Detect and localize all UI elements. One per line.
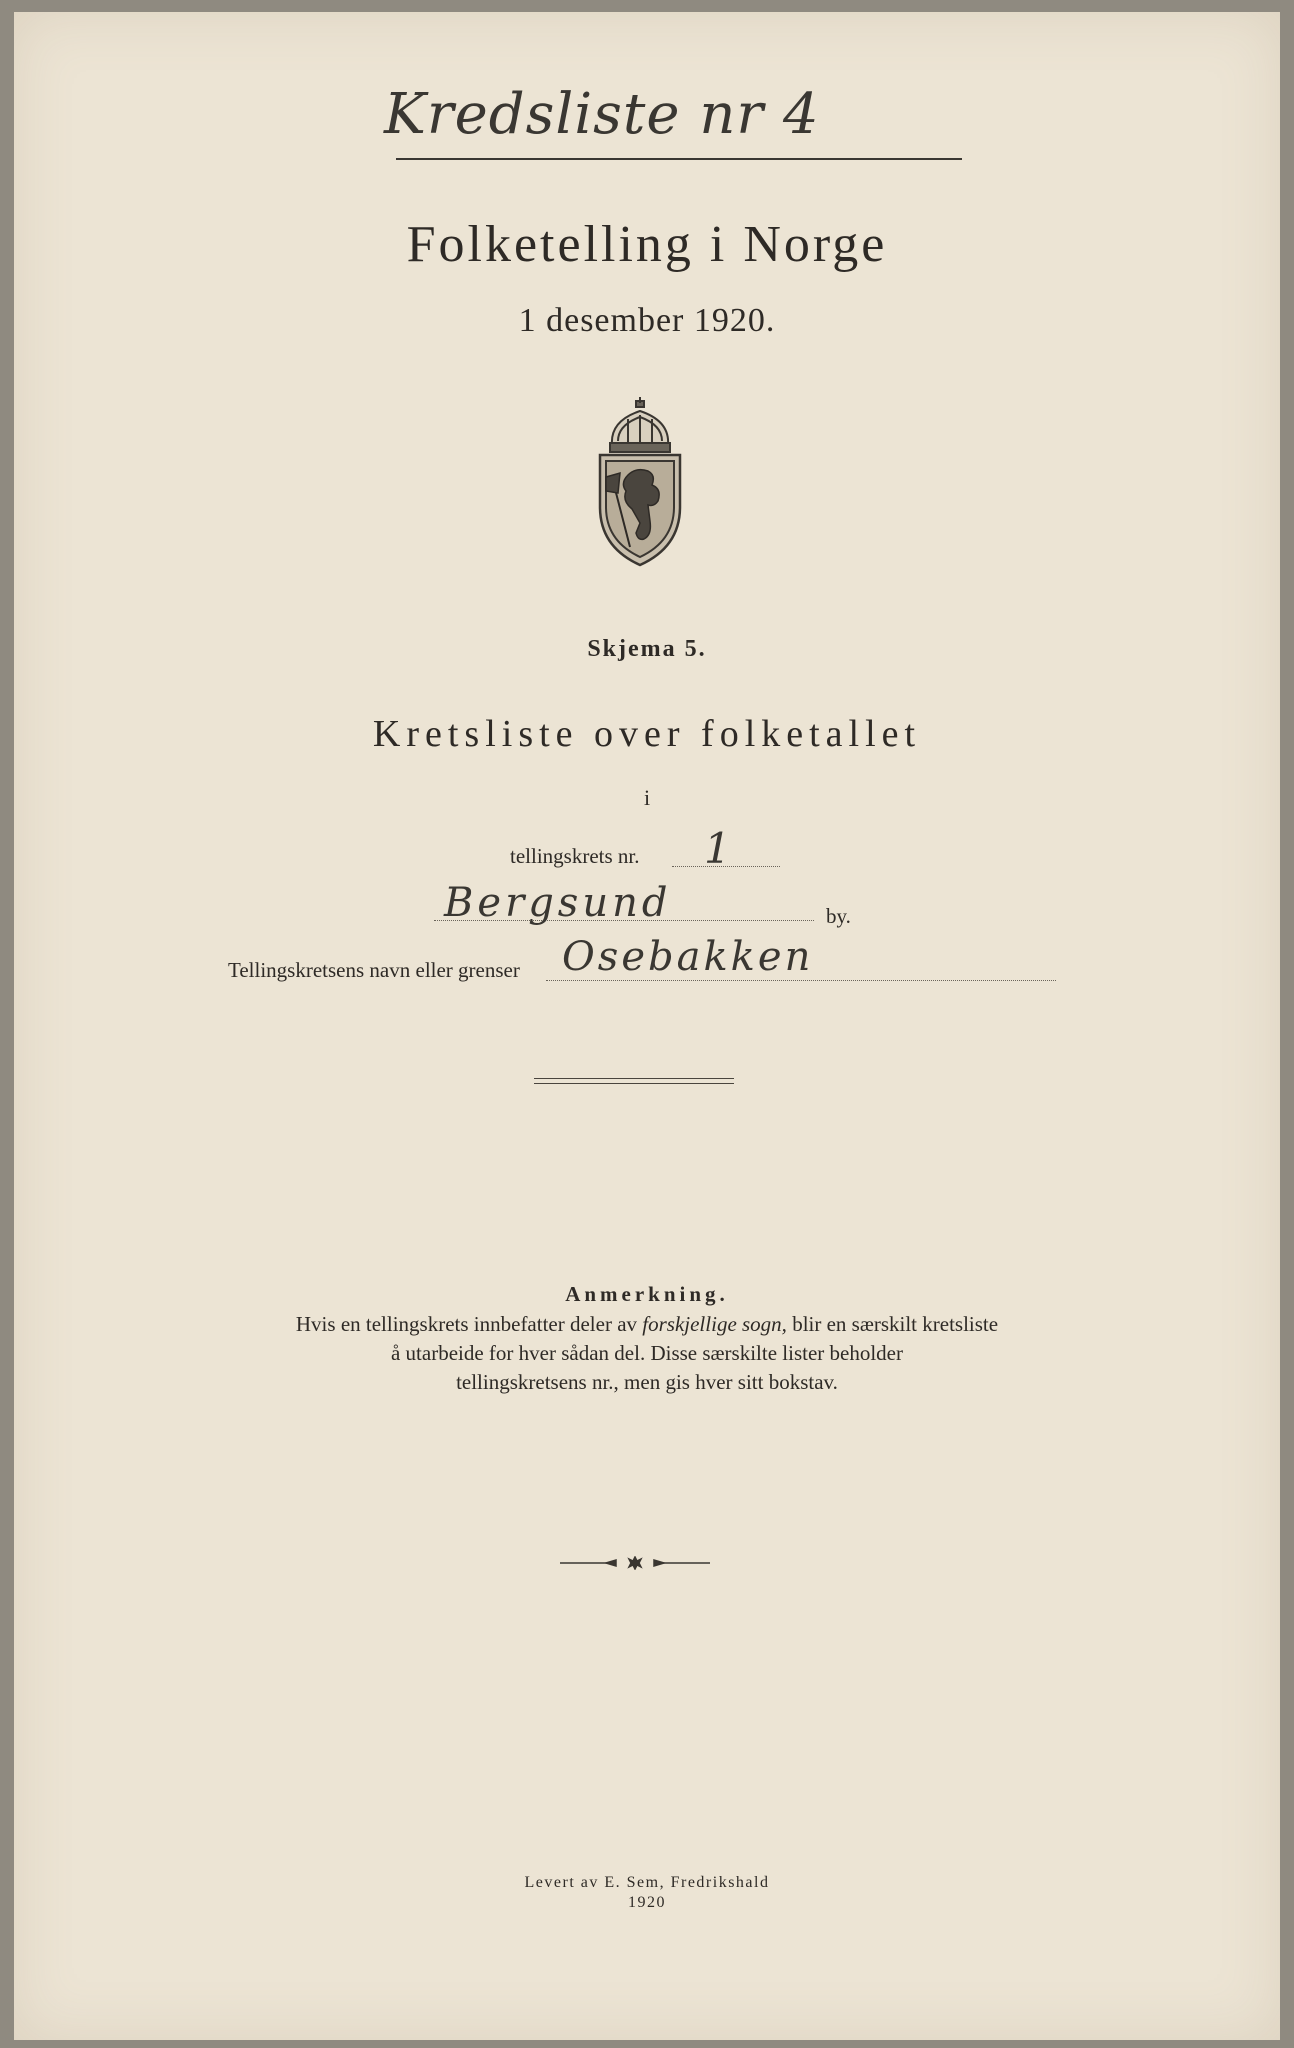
ornament-divider-icon xyxy=(560,1555,710,1574)
note-line-1-end: blir en særskilt kretsliste xyxy=(786,1312,999,1336)
norway-coat-of-arms-icon xyxy=(592,397,688,571)
note-heading: Anmerkning. xyxy=(565,1282,729,1306)
city-value: Bergsund xyxy=(444,880,672,926)
krets-name-label: Tellingskretsens navn eller grenser xyxy=(228,958,520,982)
census-form-page xyxy=(14,12,1280,2040)
note-line-1 xyxy=(234,1310,1060,1339)
schema-number: Skjema 5. xyxy=(587,636,707,662)
census-date: 1 desember 1920. xyxy=(518,302,776,339)
printer-year: 1920 xyxy=(628,1894,666,1911)
note-line-3: tellingskretsens nr., men gis hver sitt bokstav. xyxy=(456,1370,838,1394)
note-text xyxy=(234,1310,1060,1397)
krets-number-label: tellingskrets nr. xyxy=(510,844,640,868)
handwritten-header: Kredsliste nr 4 xyxy=(384,82,820,147)
krets-name-value: Osebakken xyxy=(562,934,814,980)
list-title: Kretsliste over folketallet xyxy=(372,713,922,755)
handwritten-header-underline xyxy=(396,158,962,160)
note-emphasis: forskjellige sogn, xyxy=(642,1312,787,1336)
city-suffix: by. xyxy=(826,904,851,928)
printer-credit: Levert av E. Sem, Fredrikshald xyxy=(524,1874,770,1891)
krets-number-value: 1 xyxy=(704,824,731,873)
page-title: Folketelling i Norge xyxy=(406,216,888,273)
preposition: i xyxy=(643,785,651,810)
double-rule-divider xyxy=(534,1078,734,1084)
note-line-1-start: Hvis en tellingskrets innbefatter deler av xyxy=(295,1312,643,1336)
note-line-2: å utarbeide for hver sådan del. Disse særskilte lister beholder xyxy=(390,1341,903,1365)
